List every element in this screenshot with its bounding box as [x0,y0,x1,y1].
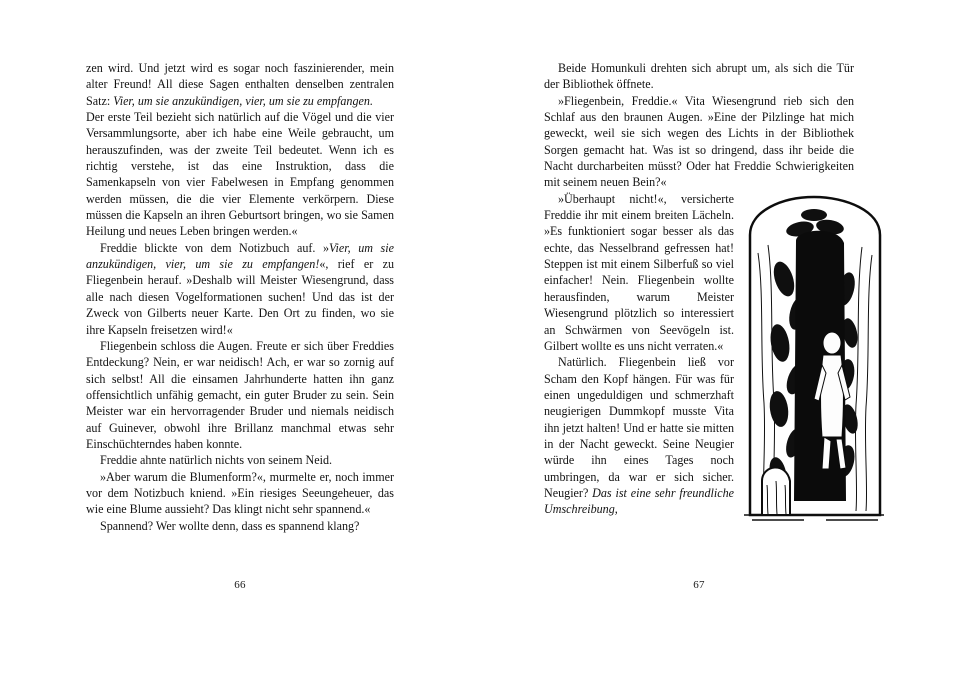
italic-phrase: Das ist eine sehr freundliche Umschreibung, [544,485,734,517]
paragraph-text: Beide Homunkuli drehten sich abrupt um, als sich die Tür der Bibliothek öffnete. [544,61,854,92]
page-number-right: 67 [693,579,705,591]
paragraph-text: »Überhaupt nicht!«, versicherte Freddie ihr mit einem breiten Lächeln. »Es funktioniert sogar besser als das echte, das Nesselbrand gefressen hat! Steppen ist mit einem Silberfuß so viel einfacher! Nein. Fliegenbein wollte herausfinden, warum Meister Wiesengrund plötzlich so interessiert an Schwärmen von Seevögeln ist. Gilbert wollte es uns nicht verraten.« [544,191,734,353]
paragraph [86,452,394,468]
paragraph [544,191,854,354]
paragraph [86,109,394,240]
paragraph [86,60,394,109]
paragraph-text: Fliegenbein schloss die Augen. Freute er sich über Freddies Entdeckung? Nein, er war neidisch! Ach, er war so zornig auf sich selbst! All die einsamen Jahrhunderte hatten ihn ganz offensichtlich unfähig gemacht, ein guter Bruder zu sein. Sein Meister war ein hervorragender Bruder und niemals neidisch auf Guinever, obwohl ihre Brillanz manchmal etwas sehr Einschüchterndes haben konnte. [86,338,394,451]
paragraph-text: Natürlich. Fliegenbein ließ vor Scham den Kopf hängen. Für was für einen ungeduldigen und schmerzhaft neugierigen Dummkopf musste Vita ihn jetzt halten! Und er hatte sie mitten in der Nacht geweckt. Seine Neugier würde ihn eines Tages noch umbringen, da war er sich sicher. Neugier? [544,355,734,500]
paragraph-text: Spannend? Wer wollte denn, dass es spannend klang? [100,518,360,533]
paragraph-text: »Fliegenbein, Freddie.« Vita Wiesengrund rieb sich den Schlaf aus den braunen Augen. »Eine der Pilzlinge hat mich geweckt, weil sie sich wegen des Lichts in der Bibliothek Sorgen gemacht hat. Was ist so dringend, dass ihr beide die Nacht durcharbeiten müsst? Oder hat Freddie Schwierigkeiten mit seinem neuen Bein?« [544,93,854,190]
italic-phrase-one: Vier, um sie anzukündigen, vier, um sie zu empfangen. [113,93,373,108]
paragraph-text: Freddie ahnte natürlich nichts von seinem Neid. [100,453,333,468]
right-page-text-column [544,60,854,523]
paragraph [544,93,854,191]
paragraph-text: zen wird. Und jetzt wird es sogar noch faszinierender, mein alter Freund! All diese Sagen enthalten denselben zentralen Satz: [86,61,394,108]
stone-doorway-with-figure-illustration [734,193,894,523]
paragraph [86,469,394,518]
paragraph-text: Freddie blickte von dem Notizbuch auf. » [100,240,330,255]
paragraph [86,518,394,534]
left-page-text-column [86,60,394,534]
paragraph-text: Der erste Teil bezieht sich natürlich auf die Vögel und die vier Versammlungsorte, aber ich habe eine Weile gebraucht, um herauszufinden, was der zweite Teil bedeutet. Wenn ich es richtig verstehe, ist das eine Instruktion, dass die Samenkapseln von vier Fabelwesen in Empfang genommen werden müssen, die die vier Elemente verkörpern. Diese müssen die Kapseln an ihren Geburtsort bringen, wo sie Samen Heilung und neues Leben bringen werden.« [86,110,394,239]
page-number-left: 66 [234,579,246,591]
paragraph [86,338,394,452]
paragraph-text: »Aber warum die Blumenform?«, murmelte er, noch immer vor dem Notizbuch kniend. »Ein riesiges Seeungeheuer, das wie eine Blume aussieht? Das klingt nicht sehr spannend.« [86,469,394,517]
italic-phrase-two: Vier, um sie anzukündigen, vier, um sie zu empfangen! [86,240,394,272]
paragraph [544,60,854,93]
paragraph-text-tail: «, rief er zu Fliegenbein herauf. »Deshalb will Meister Wiesengrund, dass alle nach diesen Vogelformationen suchen! Und das ist der Zweck von Gilberts neuer Karte. Den Ort zu finden, wo sie ihre Kapseln freisetzen wird!« [86,257,394,337]
right-page [478,0,956,675]
paragraph [86,240,394,338]
